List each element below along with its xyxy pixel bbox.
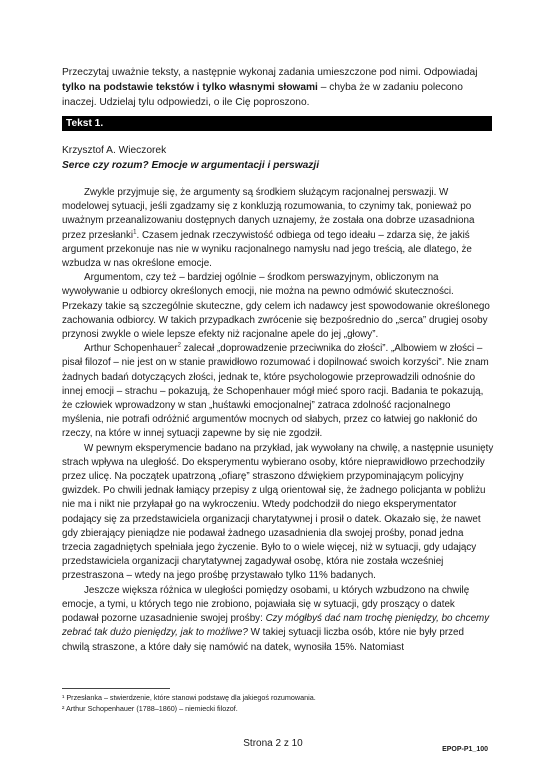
paragraph-1: [62, 186, 494, 271]
work-title: Serce czy rozum? Emocje w argumentacji i perswazji: [62, 160, 320, 171]
paragraph-3-text-a: Arthur Schopenhauer: [84, 343, 178, 355]
instructions-text-1: Przeczytaj uważnie teksty, a następnie wykonaj zadania umieszczone pod nimi. Odpowiadaj: [62, 67, 478, 78]
paragraph-2: Argumentom, czy też – bardziej ogólnie – środkom perswazyjnym, obliczonym na wywoływanie u odbiorcy określonych emocji, nie można na pewno odmówić skuteczności. Przekazy takie są szczególnie skuteczne, gdy celem ich nadawcy jest spowodowanie określonego zachowania odbiorcy. W takich przypadkach zwrócenie się bezpośrednio do „serca” drugiej osoby przynosi zwykle o wiele lepsze efekty niż racjonalne apele do jej „głowy”.: [62, 272, 490, 341]
paragraph-4: W pewnym eksperymencie badano na przykład, jak wywołany na chwilę, a następnie usunięty strach wpływa na uległość. Do eksperymentu wybierano osoby, które nieprawidłowo przechodziły przez ulicę. Na początek upatrzoną „ofiarę” straszono dźwiękiem przypominającym policyjny gwizdek. Po chwili jednak łamiący przepisy z ulgą orientował się, że żadnego policjanta w pobliżu nie ma i nikt nie przyłapał go na wykroczeniu. Wtedy podchodził do niego eksperymentator podający się za przedstawiciela organizacji charytatywnej i prosił o datek. Okazało się, że nawet gdy zbierający pieniądze nie podawał żadnego uzasadnienia dla swojej prośby, ponad jedna trzecia zagadniętych spełniała jego życzenie. Było to o wiele więcej, niż w sytuacji, gdy udający przedstawiciela organizacji charytatywnej zagadywał osobę, która nie została wcześniej przestraszona – wtedy na jego prośbę przystawało tylko 11% badanych.: [62, 442, 494, 582]
instructions-text-2: – chyba że w zadaniu polecono inaczej. Udzielaj tylu odpowiedzi, o ile Cię poproszono.: [62, 82, 463, 108]
page-number: Strona 2 z 10: [243, 738, 303, 749]
article-body: [62, 186, 494, 655]
footnote-divider: [62, 688, 170, 689]
footnote-2: ² Arthur Schopenhauer (1788–1860) – niemiecki filozof.: [62, 704, 238, 713]
paragraph-3: [62, 342, 494, 441]
paragraph-5-quote: Czy mógłbyś dać nam trochę pieniędzy, bo chcemy zebrać tak dużo pieniędzy, jak to możliwe?: [62, 613, 490, 639]
paragraph-3-text-b: zalecał „doprowadzenie przeciwnika do złości”. „Albowiem w złości – pisał filozof – nie jest on w stanie prawidłowo rozumować i dopilnować swoich korzyści”. Nie znam żadnych badań dotyczących złości, jednak te, które psychologowie przeprowadzili odnośnie do innej emocji – strachu – pokazują, że Schopenhauer mógł mieć sporo racji. Badania te pokazują, że człowiek wprowadzony w stan „huśtawki emocjonalnej” zatraca zdolność racjonalnego myślenia, nie potrafi odróżnić argumentów mocnych od słabych, przez co łatwiej go nakłonić do rzeczy, na które w innej sytuacji zapewne by się nie zgodził.: [62, 343, 489, 440]
instructions-bold: tylko na podstawie tekstów i tylko własnymi słowami: [62, 82, 318, 93]
footnote-1: ¹ Przesłanka – stwierdzenie, które stanowi podstawę dla jakiegoś rozumowania.: [62, 693, 316, 702]
footnote-ref-2: 2: [177, 342, 181, 349]
paragraph-5: [62, 584, 494, 655]
paragraph-1-text-a: Zwykle przyjmuje się, że argumenty są środkiem służącym racjonalnej perswazji. W modelowej sytuacji, jeśli zgadzamy się z konkluzją rozumowania, to czynimy tak, ponieważ po uważnym przeanalizowaniu dostępnych danych uznajemy, że została ona dobrze uzasadniona przez przesłanki: [62, 187, 475, 241]
paragraph-5-text-a: Jeszcze większa różnica w uległości pomiędzy osobami, u których wzbudzono na chwilę emocje, a tymi, u których tego nie zrobiono, pojawiała się w sytuacji, gdy proszący o datek podawał pozorne uzasadnienie swojej prośby:: [62, 584, 470, 625]
instructions: [62, 65, 492, 110]
footnotes: [62, 692, 316, 714]
paragraph-5-text-b: W takiej sytuacji liczba osób, które nie były przed chwilą straszone, a które dały się namówić na datek, wynosiła 15%. Natomiast: [62, 627, 464, 653]
exam-code: EPOP-P1_100: [442, 746, 488, 753]
paragraph-1-text-b: . Czasem jednak rzeczywistość odbiega od tego ideału – zdarza się, że jakiś argument przekonuje nas nie w wyniku racjonalnego namysłu nad jego treścią, ale dlatego, że wzbudza w nas określone emocje.: [62, 229, 472, 270]
section-title: Tekst 1.: [62, 116, 492, 131]
footnote-ref-1: 1: [133, 229, 137, 236]
author: Krzysztof A. Wieczorek: [62, 145, 167, 156]
